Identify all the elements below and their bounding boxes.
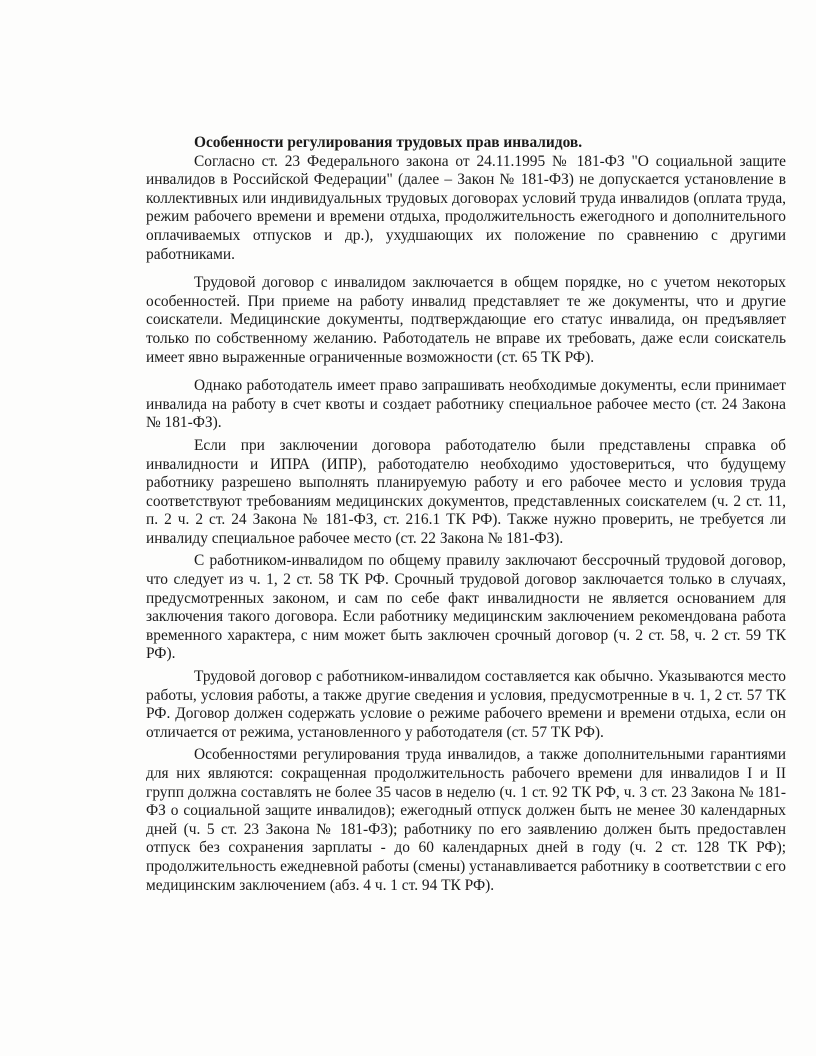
paragraph-6: Трудовой договор с работником-инвалидом составляется как обычно. Указываются место работы, условия работы, а также другие сведения и условия, предусмотренные в ч. 1, 2 ст. 57 ТК РФ. Договор должен содержать условие о режиме рабочего времени и времени отдыха, если он отличается от режима, установленного у работодателя (ст. 57 ТК РФ). bbox=[146, 668, 786, 741]
paragraph-4: Если при заключении договора работодателю были представлены справка об инвалидности и ИПРА (ИПР), работодателю необходимо удостовериться, что будущему работнику разрешено выполнять планируемую работу и его рабочее место и условия труда соответствуют требованиям медицинских документов, представленных соискателем (ч. 2 ст. 11, п. 2 ч. 2 ст. 24 Закона № 181-ФЗ, ст. 216.1 ТК РФ). Также нужно проверить, не требуется ли инвалиду специальное рабочее место (ст. 22 Закона № 181-ФЗ). bbox=[146, 436, 786, 547]
paragraph-1: Согласно ст. 23 Федерального закона от 24.11.1995 № 181-ФЗ "О социальной защите инвалидов в Российской Федерации" (далее – Закон № 181-ФЗ) не допускается установление в коллективных или индивидуальных трудовых договорах условий труда инвалидов (оплата труда, режим рабочего времени и времени отдыха, продолжительность ежегодного и дополнительного оплачиваемых отпусков и др.), ухудшающих их положение по сравнению с другими работниками. bbox=[146, 152, 786, 263]
paragraph-5: С работником-инвалидом по общему правилу заключают бессрочный трудовой договор, что следует из ч. 1, 2 ст. 58 ТК РФ. Срочный трудовой договор заключается только в случаях, предусмотренных законом, и сам по себе факт инвалидности не является основанием для заключения такого договора. Если работнику медицинским заключением рекомендована работа временного характера, с ним может быть заключен срочный договор (ч. 2 ст. 58, ч. 2 ст. 59 ТК РФ). bbox=[146, 552, 786, 663]
paragraph-7: Особенностями регулирования труда инвалидов, а также дополнительными гарантиями для них являются: сокращенная продолжительность рабочего времени для инвалидов I и II групп должна составлять не более 35 часов в неделю (ч. 1 ст. 92 ТК РФ, ч. 3 ст. 23 Закона № 181-ФЗ о социальной защите инвалидов); ежегодный отпуск должен быть не менее 30 календарных дней (ч. 5 ст. 23 Закона № 181-ФЗ); работнику по его заявлению должен быть предоставлен отпуск без сохранения зарплаты - до 60 календарных дней в году (ч. 2 ст. 128 ТК РФ); продолжительность ежедневной работы (смены) устанавливается работнику в соответствии с его медицинским заключением (абз. 4 ч. 1 ст. 94 ТК РФ). bbox=[146, 746, 786, 894]
paragraph-2: Трудовой договор с инвалидом заключается в общем порядке, но с учетом некоторых особенностей. При приеме на работу инвалид представляет те же документы, что и другие соискатели. Медицинские документы, подтверждающие его статус инвалида, он предъявляет только по собственному желанию. Работодатель не вправе их требовать, даже если соискатель имеет явно выраженные ограниченные возможности (ст. 65 ТК РФ). bbox=[146, 274, 786, 366]
document-body bbox=[146, 134, 786, 895]
paragraph-3: Однако работодатель имеет право запрашивать необходимые документы, если принимает инвалида на работу в счет квоты и создает работнику специальное рабочее место (ст. 24 Закона № 181-ФЗ). bbox=[146, 377, 786, 432]
document-title: Особенности регулирования трудовых прав инвалидов. bbox=[194, 134, 583, 151]
